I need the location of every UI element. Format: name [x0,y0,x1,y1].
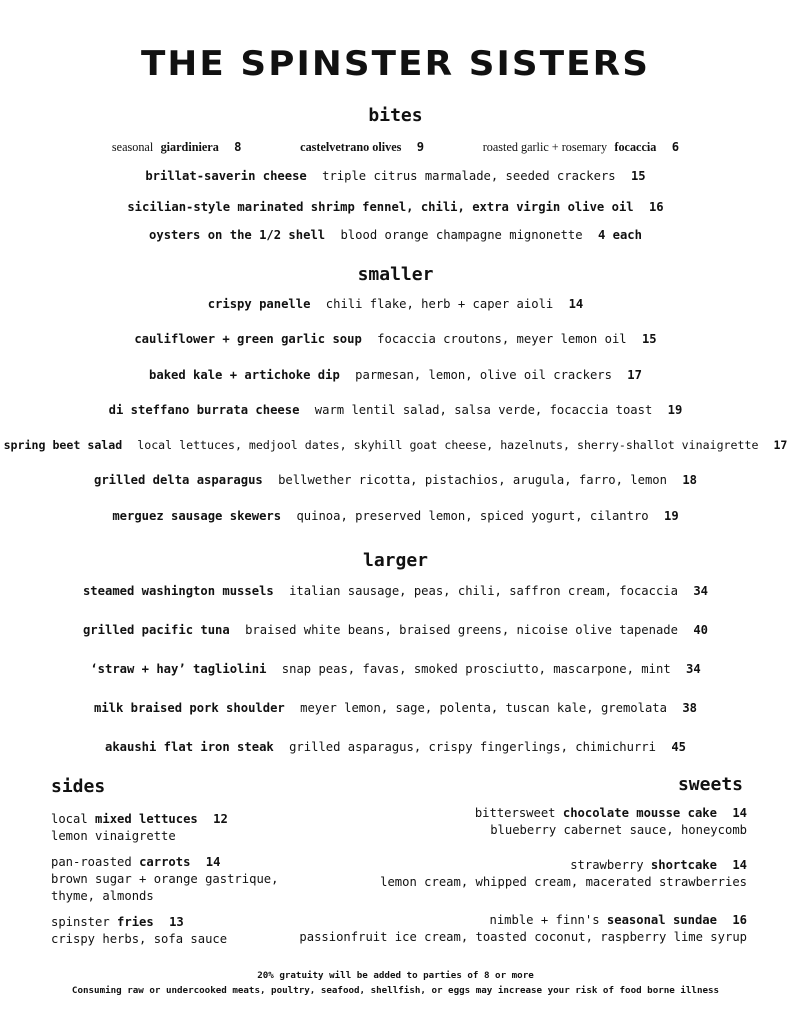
menu-item-description: blueberry cabernet sauce, honeycomb [490,823,747,837]
menu-item-description: passionfruit ice cream, toasted coconut, raspberry lime syrup [299,930,747,944]
menu-item-name: brillat-saverin cheese [145,169,307,183]
menu-item-name: akaushi flat iron steak [104,740,274,754]
bites-row-1 [0,139,791,155]
menu-item [0,402,791,418]
menu-item [0,367,791,383]
menu-item-description: local lettuces, medjool dates, skyhill goat cheese, hazelnuts, sherry-shallot vinaigrette [137,438,759,452]
menu-item-name: mixed lettuces [95,812,198,826]
menu-item [0,739,791,755]
menu-item-description: quinoa, preserved lemon, spiced yogurt, cilantro [296,509,649,523]
menu-item [0,583,791,599]
menu-item-name: fries [117,915,154,929]
section-heading-larger: larger [362,550,429,571]
menu-item [0,168,791,184]
menu-item [0,661,791,677]
menu-item-price: 34 [693,584,709,598]
menu-item-name: sicilian-style marinated shrimp fennel, chili, extra virgin olive oil [127,200,634,214]
menu-item-price: 19 [663,509,679,523]
menu-item-name: oysters on the 1/2 shell [149,228,326,242]
section-heading-smaller: smaller [357,264,434,285]
menu-item-price: 14 [205,855,221,869]
menu-item-price: 8 [234,140,242,154]
sweet-item [287,805,747,839]
sweet-item [287,857,747,891]
menu-item-description: blood orange champagne mignonette [340,228,583,242]
menu-item-price: 14 [732,806,747,820]
menu-item [0,296,791,312]
menu-item-description: parmesan, lemon, olive oil crackers [355,368,612,382]
sweet-item [287,912,747,946]
section-heading-bites: bites [368,105,423,126]
menu-item [0,331,791,347]
menu-item-price: 38 [682,701,698,715]
menu-item-prefix: local [51,812,88,826]
section-heading-sides: sides [51,776,106,797]
menu-item-description: brown sugar + orange gastrique, [51,872,279,886]
menu-item-price: 14 [568,297,584,311]
menu-item-price: 13 [169,915,184,929]
menu-item-prefix: strawberry [570,858,644,872]
menu-item-description: meyer lemon, sage, polenta, tuscan kale, gremolata [300,701,667,715]
menu-item-description: braised white beans, braised greens, nicoise olive tapenade [245,623,678,637]
menu-item-price: 40 [693,623,709,637]
menu-item [0,437,791,453]
menu-item-prefix: bittersweet [474,806,556,820]
menu-item-description: italian sausage, peas, chili, saffron cream, focaccia [289,584,678,598]
menu-item-description: warm lentil salad, salsa verde, focaccia toast [314,403,653,417]
menu-item [0,472,791,488]
menu-item-price: 34 [686,662,701,676]
menu-item-price: 15 [641,332,657,346]
menu-item-name: shortcake [650,858,717,872]
menu-item-name: spring beet salad [3,438,123,452]
menu-item-name: steamed washington mussels [82,584,274,598]
menu-item-name: seasonal sundae [606,913,717,927]
menu-item-prefix: roasted garlic + rosemary [482,140,608,154]
menu-item-price: 19 [667,403,683,417]
menu-item-description: chili flake, herb + caper aioli [325,297,554,311]
menu-item-name: chocolate mousse cake [562,806,717,820]
menu-item-description: crispy herbs, sofa sauce [51,932,228,946]
menu-item-price: 6 [671,140,680,154]
menu-item-name: carrots [139,855,191,869]
menu-item-name: di steffano burrata cheese [108,403,300,417]
menu-item-price: 16 [648,200,664,214]
menu-item-description: lemon cream, whipped cream, macerated strawberries [380,875,747,889]
menu-item-price: 17 [773,438,788,452]
menu-item-description: focaccia croutons, meyer lemon oil [377,332,627,346]
menu-item-prefix: seasonal [111,140,154,154]
menu-item-price: 16 [732,913,747,927]
menu-item-name: baked kale + artichoke dip [149,368,340,382]
menu-item-name: focaccia [614,140,657,154]
menu-item-name: castelvetrano olives [300,140,402,154]
menu-item-name: merguez sausage skewers [112,509,282,523]
menu-item [0,508,791,524]
menu-item-price: 18 [682,473,698,487]
menu-item-price: 12 [213,812,228,826]
restaurant-title: THE SPINSTER SISTERS [140,44,651,84]
menu-item-price: 4 each [597,228,642,242]
menu-item [0,227,791,243]
menu-item-name: crispy panelle [207,297,311,311]
health-disclaimer: Consuming raw or undercooked meats, poultry, seafood, shellfish, or eggs may increase your risk of food borne illness [71,985,720,996]
menu-item-description: lemon vinaigrette [51,829,176,843]
menu-item-name: giardiniera [160,140,219,154]
menu-item-description: thyme, almonds [51,889,154,903]
menu-item [0,622,791,638]
gratuity-notice: 20% gratuity will be added to parties of 8 or more [257,970,534,981]
menu-item [0,199,791,215]
section-heading-sweets: sweets [677,774,743,795]
menu-item-name: cauliflower + green garlic soup [134,332,362,346]
menu-item-prefix: nimble + finn's [489,913,600,927]
menu-item-description: bellwether ricotta, pistachios, arugula, farro, lemon [278,473,667,487]
menu-item-description: triple citrus marmalade, seeded crackers [322,169,616,183]
menu-item-name: milk braised pork shoulder [93,701,285,715]
menu-item-name: grilled delta asparagus [93,473,263,487]
menu-item-name: ‘straw + hay’ tagliolini [90,662,267,676]
menu-item-price: 45 [671,740,686,754]
menu-item-description: snap peas, favas, smoked prosciutto, mascarpone, mint [281,662,671,676]
menu-item-price: 15 [630,169,646,183]
menu-item [0,700,791,716]
menu-item-name: grilled pacific tuna [82,623,230,637]
menu-item-price: 14 [732,858,747,872]
menu-item-description: grilled asparagus, crispy fingerlings, chimichurri [289,740,656,754]
menu-item-price: 17 [627,368,642,382]
menu-item-prefix: spinster [51,915,110,929]
menu-item-prefix: pan-roasted [51,855,132,869]
menu-item-price: 9 [416,140,425,154]
